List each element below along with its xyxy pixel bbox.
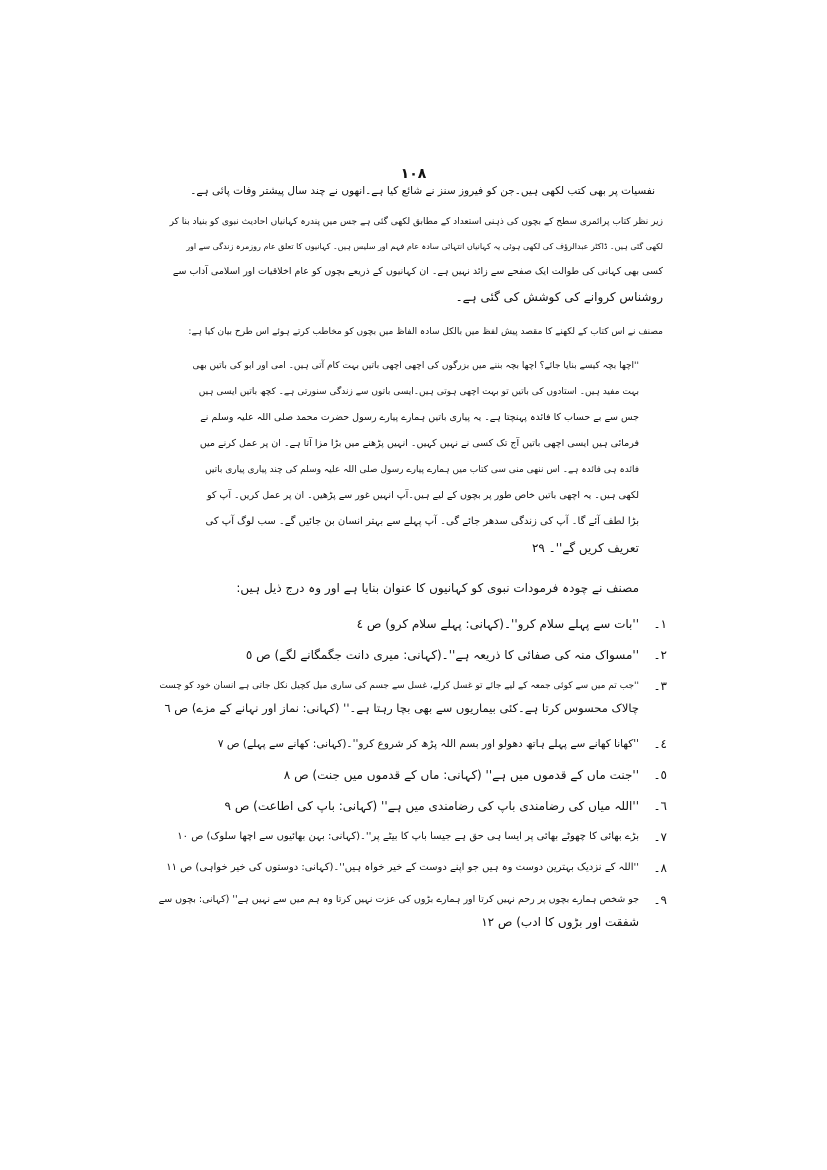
quote-line: فائدہ ہی فائدہ ہے۔ اس ننھی منی سی کتاب میں ہمارے پیارے رسول صلی اللہ علیہ وسلم کی چند پیاری پیاری باتیں [205,465,639,475]
list-number: ١۔ [653,617,667,631]
quote-line: ''اچھا بچہ کیسے بنایا جائے؟ اچھا بچہ بننے میں بزرگوں کی اچھی اچھی باتیں بہت کام آتی ہیں۔ امی اور ابو کی باتیں بھی [192,361,639,371]
text-line: کسی بھی کہانی کی طوالت ایک صفحے سے زائد نہیں ہے۔ ان کہانیوں کے ذریعے بچوں کو عام اخلاقیات اور اسلامی آداب سے [172,266,663,277]
quote-line: تعریف کریں گے''۔ ٢٩ [531,541,639,555]
list-number: ٨۔ [653,861,667,875]
quote-line: بڑا لطف آئے گا۔ آپ کی زندگی سدھر جائے گی۔ آپ پہلے سے بہتر انسان بن جائیں گے۔ سب لوگ آپ کی [205,516,639,527]
text-line: مصنف نے اس کتاب کے لکھنے کا مقصد پیش لفظ میں بالکل سادہ الفاظ میں بچوں کو مخاطب کرتے ہوئے اس طرح بیان کیا ہے: [188,327,663,337]
list-number: ٩۔ [653,893,667,907]
quote-line: بہت مفید ہیں۔ استادوں کی باتیں تو بہت اچھی ہوتی ہیں۔ایسی باتوں سے زندگی سنورتی ہے۔ کچھ باتیں ایسی ہیں [198,387,639,397]
list-item: بڑے بھائی کا چھوٹے بھائی پر ایسا ہی حق ہے جیسا باپ کا بیٹے پر''۔(کہانی: بہن بھائیوں سے اچھا سلوک) ص ١٠ [177,831,639,842]
list-number: ٤۔ [653,737,667,751]
list-number: ٦۔ [653,799,667,813]
text-line: زیر نظر کتاب پرائمری سطح کے بچوں کی ذہنی استعداد کے مطابق لکھی گئی ہے جس میں پندرہ کہانیاں احادیث نبوی کو بنیاد بنا کر [169,217,663,227]
list-item: ''اللہ کے نزدیک بہترین دوست وہ ہیں جو اپنے دوست کے خیر خواہ ہیں''۔(کہانی: دوستوں کی خیر خواہی) ص ١١ [166,862,639,873]
text-line: مصنف نے چودہ فرمودات نبوی کو کہانیوں کا عنوان بنایا ہے اور وہ درج ذیل ہیں: [236,581,639,595]
text-line: نفسیات پر بھی کتب لکھی ہیں۔جن کو فیروز سنز نے شائع کیا ہے۔انھوں نے چند سال پیشتر وفات پائی ہے۔ [190,185,655,197]
list-item-continued: چالاک محسوس کرتا ہے۔کئی بیماریوں سے بھی بچا رہتا ہے۔'' (کہانی: نماز اور نہانے کے مزے) ص ٦ [164,701,639,715]
quote-line: جس سے بے حساب کا فائدہ پہنچتا ہے۔ یہ پیاری باتیں ہمارے پیارے رسول حضرت محمد صلی اللہ علیہ وسلم نے [200,412,639,423]
list-number: ٧۔ [653,830,667,844]
list-item: ''مسواک منہ کی صفائی کا ذریعہ ہے''۔(کہانی: میری دانت جگمگانے لگے) ص ٥ [245,648,639,662]
quote-line: لکھی ہیں۔ یہ اچھی باتیں خاص طور پر بچوں کے لیے ہیں۔آپ انہیں غور سے پڑھیں۔ ان پر عمل کریں۔ آپ کو [206,490,639,501]
text-line: روشناس کروانے کی کوشش کی گئی ہے۔ [455,290,663,304]
list-item: ''جنت ماں کے قدموں میں ہے'' (کہانی: ماں کے قدموں میں جنت) ص ٨ [283,768,639,782]
text-line: لکھی گئی ہیں۔ ڈاکٹر عبدالرؤف کی لکھی ہوئی یہ کہانیاں انتہائی سادہ عام فہم اور سلیس ہیں۔ کہانیوں کا تعلق عام روزمرہ زندگی سے اور [186,242,663,251]
list-item: جو شخص ہمارے بچوں پر رحم نہیں کرتا اور ہمارے بڑوں کی عزت نہیں کرتا وہ ہم میں سے نہیں ہے'' (کہانی: بچوں سے [159,894,639,905]
list-item: ''اللہ میاں کی رضامندی باپ کی رضامندی میں ہے'' (کہانی: باپ کی اطاعت) ص ٩ [224,799,639,813]
list-item: ''جب تم میں سے کوئی جمعہ کے لیے جائے تو غسل کرلے، غسل سے جسم کی ساری میل کچیل نکل جاتی ہے انسان خود کو چست [159,681,639,691]
list-item: ''بات سے پہلے سلام کرو''۔(کہانی: پہلے سلام کرو) ص ٤ [356,617,639,631]
page-number: ١٠٨ [400,166,427,182]
list-number: ٣۔ [653,679,667,693]
list-number: ٢۔ [653,648,667,662]
list-item: ''کھانا کھانے سے پہلے ہاتھ دھولو اور بسم اللہ پڑھ کر شروع کرو''۔(کہانی: کھانے سے پہلے) ص ٧ [217,738,639,750]
list-number: ٥۔ [653,768,667,782]
list-item-continued: شفقت اور بڑوں کا ادب) ص ١٢ [481,915,639,929]
quote-line: فرمائی ہیں ایسی اچھی باتیں آج تک کسی نے نہیں کہیں۔ انہیں پڑھنے میں بڑا مزا آتا ہے۔ ان پر عمل کرنے میں [199,438,639,449]
